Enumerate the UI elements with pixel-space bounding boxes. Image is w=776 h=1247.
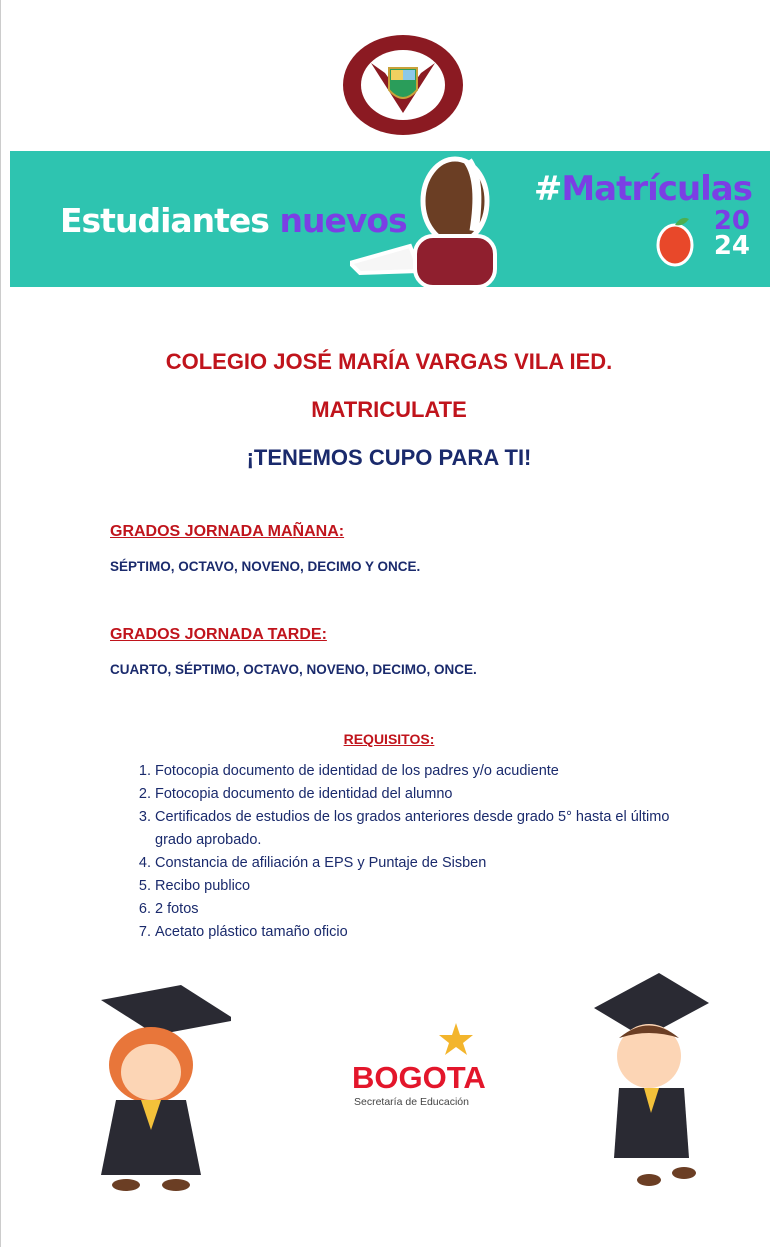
list-item: 6. 2 fotos <box>155 898 675 921</box>
enrollment-banner <box>10 151 770 287</box>
banner-headline: Estudiantes nuevos <box>60 201 407 240</box>
list-item: 7. Acetato plástico tamaño oficio <box>155 921 675 944</box>
list-item: 5. Recibo publico <box>155 875 675 898</box>
graduate-girl-illustration <box>71 980 231 1195</box>
list-item: 1. Fotocopia documento de identidad de los padres y/o acudiente <box>155 760 675 783</box>
hashtag: #Matrículas <box>533 169 752 209</box>
graduate-boy-illustration <box>589 968 719 1190</box>
apple-icon <box>655 213 695 268</box>
requirements-heading: REQUISITOS: <box>343 731 435 747</box>
school-name: COLEGIO JOSÉ MARÍA VARGAS VILA IED. <box>165 349 613 374</box>
list-item: 4. Constancia de afiliación a EPS y Puntaje de Sisben <box>155 852 675 875</box>
afternoon-heading: GRADOS JORNADA TARDE: <box>110 626 327 643</box>
svg-text:Secretaría de Educación: Secretaría de Educación <box>354 1096 469 1108</box>
matriculate-title: MATRICULATE <box>311 397 467 422</box>
svg-text:BOGOTA: BOGOTA <box>352 1060 486 1095</box>
morning-grades: SÉPTIMO, OCTAVO, NOVENO, DECIMO Y ONCE. <box>110 559 421 574</box>
list-item: 2. Fotocopia documento de identidad del alumno <box>155 783 675 806</box>
requirements-list <box>115 760 675 944</box>
year: 20 24 <box>713 206 750 261</box>
morning-heading: GRADOS JORNADA MAÑANA: <box>110 523 345 540</box>
list-item: 3. Certificados de estudios de los grados anteriores desde grado 5° hasta el último grado aprobado. <box>155 806 675 852</box>
bogota-logo <box>346 1018 486 1113</box>
student-photo <box>350 151 500 287</box>
cupo-title: ¡TENEMOS CUPO PARA TI! <box>246 445 532 470</box>
school-logo <box>341 33 465 137</box>
afternoon-grades: CUARTO, SÉPTIMO, OCTAVO, NOVENO, DECIMO, ONCE. <box>110 662 477 677</box>
